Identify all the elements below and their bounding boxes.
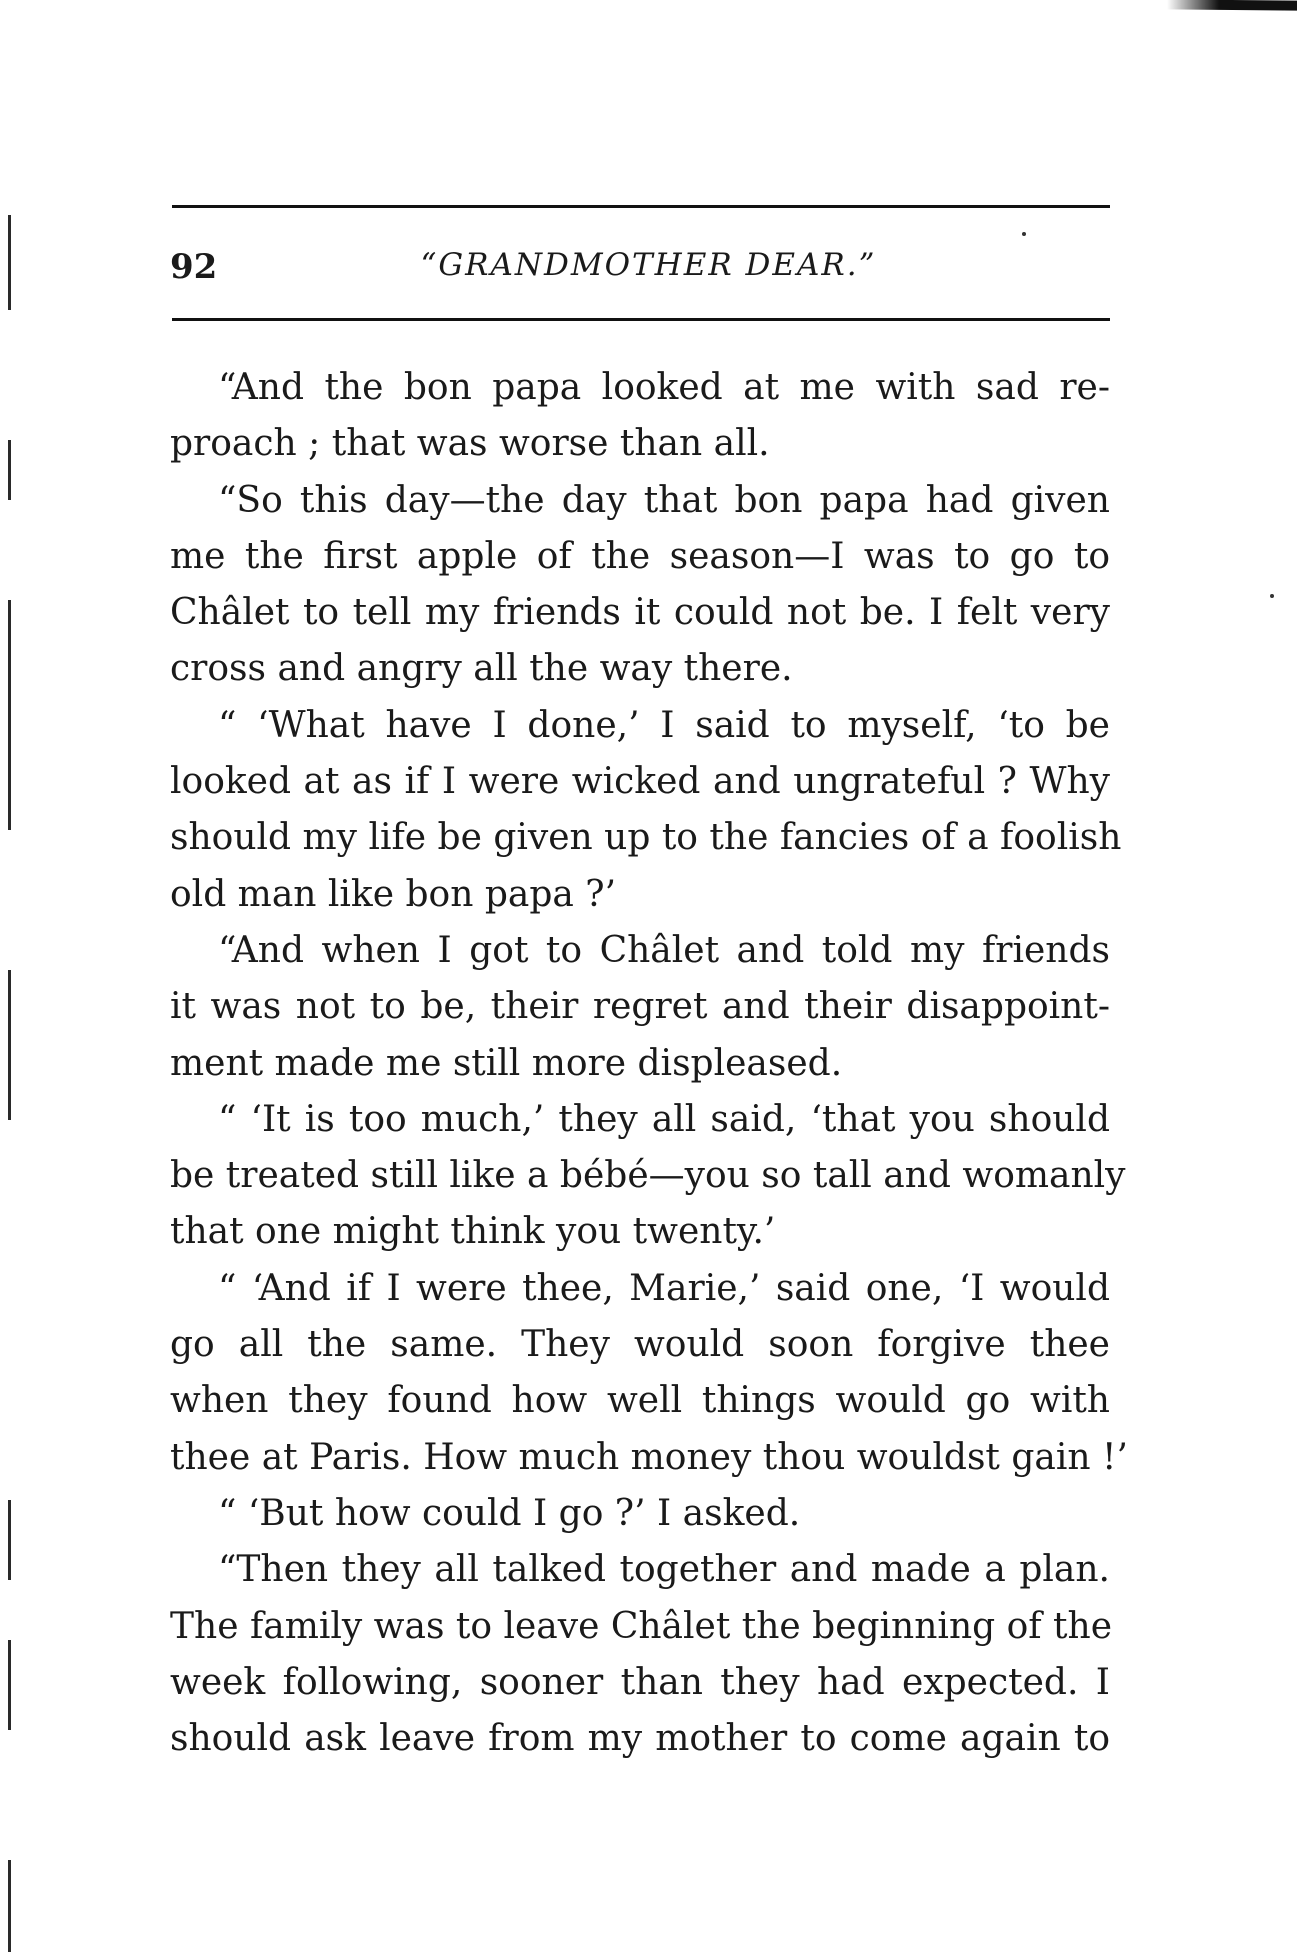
text-line: when they found how well things would go with <box>170 1380 1110 1422</box>
text-line: “Then they all talked together and made a plan. <box>218 1549 1110 1591</box>
text-line: The family was to leave Châlet the beginning of the <box>170 1605 1113 1647</box>
text-line: week following, sooner than they had expected. I <box>170 1661 1110 1703</box>
text-line: “So this day—the day that bon papa had given <box>218 479 1110 521</box>
text-line: “ ‘It is too much,’ they all said, ‘that you should <box>218 1098 1110 1140</box>
text-line: should my life be given up to the fancies of a foolish <box>170 817 1122 859</box>
binding-shadow-mark <box>8 1640 11 1730</box>
binding-shadow-mark <box>8 1860 11 1952</box>
binding-shadow-mark <box>8 1500 11 1580</box>
text-line: “ ‘What have I done,’ I said to myself, ‘to be <box>218 704 1110 746</box>
text-line: “ ‘And if I were thee, Marie,’ said one, ‘I would <box>218 1267 1110 1309</box>
binding-shadow-mark <box>8 440 11 500</box>
page-number: 92 <box>170 247 218 287</box>
text-line: Châlet to tell my friends it could not be. I felt very <box>170 592 1110 634</box>
text-line: “And the bon papa looked at me with sad re- <box>218 367 1110 408</box>
scan-speck <box>1270 594 1274 598</box>
binding-shadow-mark <box>8 600 11 830</box>
text-line: it was not to be, their regret and their disappoint- <box>170 986 1110 1028</box>
text-line: “ ‘But how could I go ?’ I asked. <box>218 1492 801 1534</box>
text-line: “And when I got to Châlet and told my friends <box>218 929 1110 971</box>
scan-edge-streak <box>1167 0 1297 11</box>
text-line: thee at Paris. How much money thou wouldst gain !’ <box>170 1436 1128 1478</box>
binding-shadow-mark <box>8 970 11 1120</box>
text-line: go all the same. They would soon forgive thee <box>170 1324 1110 1366</box>
header-bottom-rule <box>172 318 1110 321</box>
text-line: me the first apple of the season—I was to go to <box>170 535 1110 577</box>
text-line: old man like bon papa ?’ <box>170 873 617 915</box>
text-line: that one might think you twenty.’ <box>170 1211 776 1253</box>
text-line: cross and angry all the way there. <box>170 648 793 690</box>
header-top-rule <box>172 205 1110 208</box>
text-line: should ask leave from my mother to come again to <box>170 1718 1110 1760</box>
scan-speck <box>1022 232 1026 236</box>
running-title: “GRANDMOTHER DEAR.” <box>420 247 877 283</box>
text-line: looked at as if I were wicked and ungrateful ? Why <box>170 761 1110 803</box>
body-text <box>170 360 1128 1767</box>
text-line: be treated still like a bébé—you so tall and womanly <box>170 1155 1126 1197</box>
text-line: proach ; that was worse than all. <box>170 423 770 465</box>
text-line: ment made me still more displeased. <box>170 1042 843 1084</box>
